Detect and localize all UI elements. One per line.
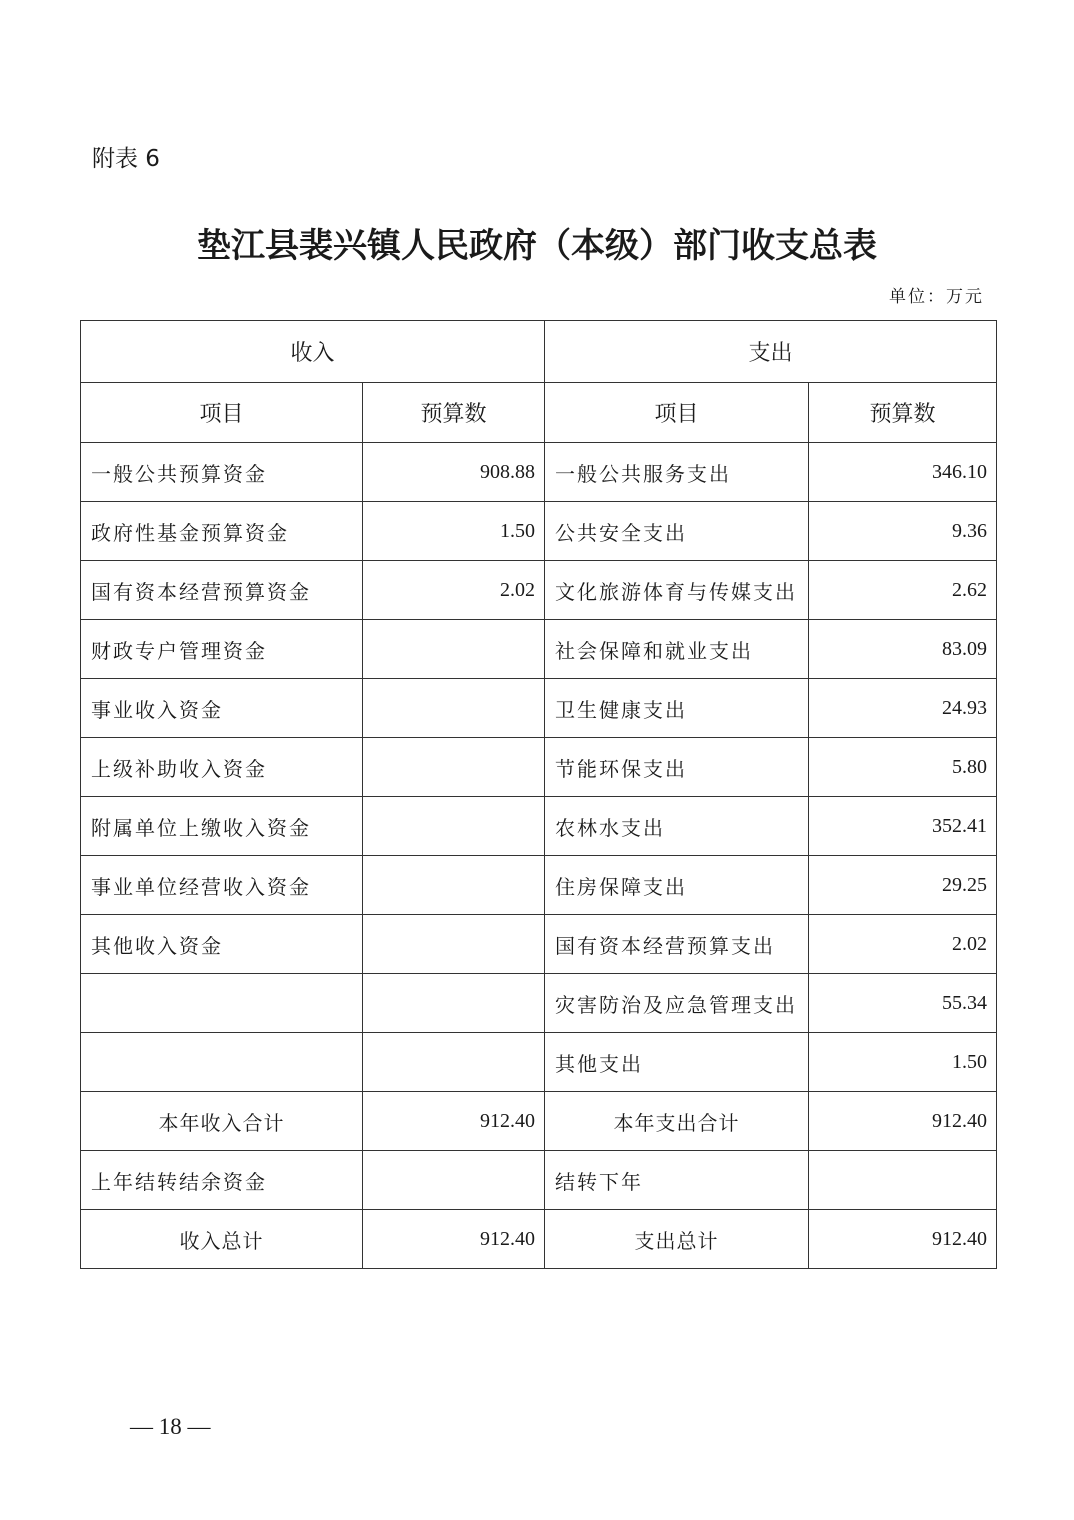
income-amount-cell xyxy=(363,620,545,679)
grand-expense-total-label: 支出总计 xyxy=(545,1210,809,1269)
table-row xyxy=(81,1033,997,1092)
document-title: 垫江县裴兴镇人民政府（本级）部门收支总表 xyxy=(197,226,877,266)
expense-amount-cell: 9.36 xyxy=(809,502,997,561)
year-total-row xyxy=(81,1092,997,1151)
income-item-cell: 上级补助收入资金 xyxy=(81,738,363,797)
income-item-cell: 事业单位经营收入资金 xyxy=(81,856,363,915)
column-header-row xyxy=(81,383,997,443)
table-row xyxy=(81,915,997,974)
income-item-cell: 其他收入资金 xyxy=(81,915,363,974)
expense-amount-cell: 352.41 xyxy=(809,797,997,856)
income-section-header: 收入 xyxy=(81,321,545,383)
expense-item-cell: 灾害防治及应急管理支出 xyxy=(545,974,809,1033)
expense-item-cell: 农林水支出 xyxy=(545,797,809,856)
attachment-label: 附表 6 xyxy=(92,146,160,172)
expense-item-cell: 住房保障支出 xyxy=(545,856,809,915)
income-item-cell: 国有资本经营预算资金 xyxy=(81,561,363,620)
income-amount-cell: 2.02 xyxy=(363,561,545,620)
expense-amount-cell: 1.50 xyxy=(809,1033,997,1092)
grand-total-row xyxy=(81,1210,997,1269)
expense-item-cell: 社会保障和就业支出 xyxy=(545,620,809,679)
expense-amount-cell: 24.93 xyxy=(809,679,997,738)
income-amount-cell xyxy=(363,856,545,915)
expense-item-cell: 节能环保支出 xyxy=(545,738,809,797)
expense-amount-cell: 29.25 xyxy=(809,856,997,915)
expense-item-cell: 一般公共服务支出 xyxy=(545,443,809,502)
section-header-row xyxy=(81,321,997,383)
year-expense-total-amount: 912.40 xyxy=(809,1092,997,1151)
expense-amount-cell: 83.09 xyxy=(809,620,997,679)
table-row xyxy=(81,620,997,679)
table-row xyxy=(81,502,997,561)
carryover-expense-label: 结转下年 xyxy=(545,1151,809,1210)
table-row xyxy=(81,738,997,797)
expense-amount-cell: 2.02 xyxy=(809,915,997,974)
income-item-cell: 附属单位上缴收入资金 xyxy=(81,797,363,856)
year-income-total-label: 本年收入合计 xyxy=(81,1092,363,1151)
table-row xyxy=(81,856,997,915)
expense-section-header: 支出 xyxy=(545,321,997,383)
unit-label: 单位：万元 xyxy=(889,287,984,307)
carryover-income-amount xyxy=(363,1151,545,1210)
expense-item-cell: 公共安全支出 xyxy=(545,502,809,561)
income-item-cell xyxy=(81,1033,363,1092)
income-amount-cell: 1.50 xyxy=(363,502,545,561)
expense-amount-cell: 55.34 xyxy=(809,974,997,1033)
table-row xyxy=(81,679,997,738)
carryover-row xyxy=(81,1151,997,1210)
budget-summary-table xyxy=(80,320,997,1269)
expense-item-cell: 其他支出 xyxy=(545,1033,809,1092)
budget-table-body xyxy=(81,321,997,1269)
income-amount-cell xyxy=(363,974,545,1033)
year-expense-total-label: 本年支出合计 xyxy=(545,1092,809,1151)
income-item-cell: 政府性基金预算资金 xyxy=(81,502,363,561)
expense-item-cell: 卫生健康支出 xyxy=(545,679,809,738)
income-item-cell: 一般公共预算资金 xyxy=(81,443,363,502)
income-amount-cell xyxy=(363,1033,545,1092)
expense-amount-cell: 5.80 xyxy=(809,738,997,797)
income-amount-header: 预算数 xyxy=(363,383,545,443)
page-number: — 18 — xyxy=(130,1414,211,1439)
income-item-cell: 财政专户管理资金 xyxy=(81,620,363,679)
income-item-cell xyxy=(81,974,363,1033)
table-row xyxy=(81,561,997,620)
expense-amount-cell: 346.10 xyxy=(809,443,997,502)
expense-amount-cell: 2.62 xyxy=(809,561,997,620)
income-item-header: 项目 xyxy=(81,383,363,443)
grand-income-total-label: 收入总计 xyxy=(81,1210,363,1269)
table-row xyxy=(81,797,997,856)
expense-item-cell: 文化旅游体育与传媒支出 xyxy=(545,561,809,620)
income-amount-cell xyxy=(363,797,545,856)
income-amount-cell xyxy=(363,738,545,797)
expense-item-cell: 国有资本经营预算支出 xyxy=(545,915,809,974)
table-row xyxy=(81,443,997,502)
income-item-cell: 事业收入资金 xyxy=(81,679,363,738)
table-row xyxy=(81,974,997,1033)
income-amount-cell xyxy=(363,679,545,738)
expense-amount-header: 预算数 xyxy=(809,383,997,443)
income-amount-cell: 908.88 xyxy=(363,443,545,502)
grand-income-total-amount: 912.40 xyxy=(363,1210,545,1269)
carryover-income-label: 上年结转结余资金 xyxy=(81,1151,363,1210)
expense-item-header: 项目 xyxy=(545,383,809,443)
income-amount-cell xyxy=(363,915,545,974)
carryover-expense-amount xyxy=(809,1151,997,1210)
grand-expense-total-amount: 912.40 xyxy=(809,1210,997,1269)
year-income-total-amount: 912.40 xyxy=(363,1092,545,1151)
